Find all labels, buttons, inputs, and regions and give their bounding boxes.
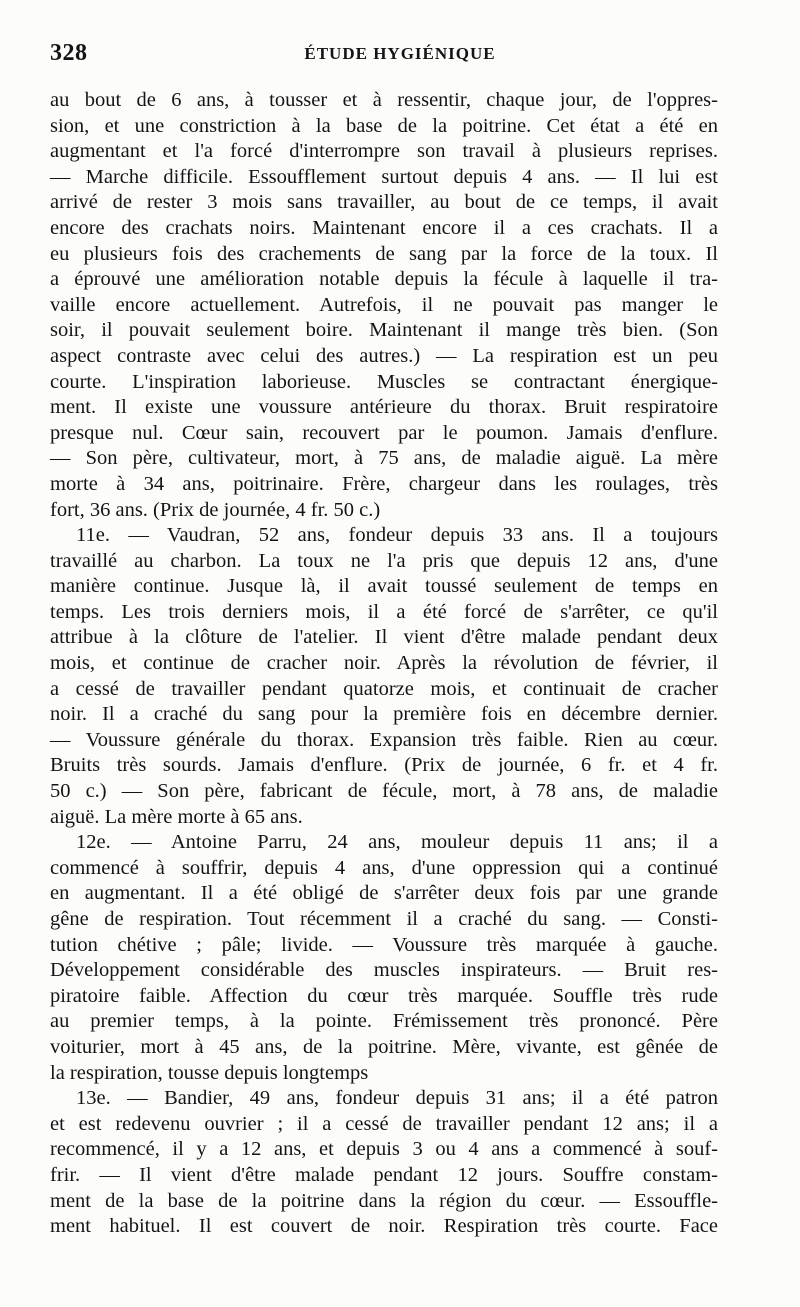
text-line: au premier temps, à la pointe. Frémissement très prononcé. Père xyxy=(50,1010,718,1033)
text-line: a éprouvé une amélioration notable depuis la fécule à laquelle il tra- xyxy=(50,268,718,291)
text-line: noir. Il a craché du sang pour la première fois en décembre dernier. xyxy=(50,703,718,726)
text-line: manière continue. Jusque là, il avait toussé seulement de temps en xyxy=(50,575,718,598)
text-line: a cessé de travailler pendant quatorze mois, et continuait de cracher xyxy=(50,677,718,700)
text-line: fort, 36 ans. (Prix de journée, 4 fr. 50 c.) xyxy=(50,498,381,521)
text-line: — Voussure générale du thorax. Expansion très faible. Rien au cœur. xyxy=(50,728,718,751)
body-text xyxy=(50,88,718,1240)
text-line: la respiration, tousse depuis longtemps xyxy=(50,1061,369,1084)
text-line: temps. Les trois derniers mois, il a été forcé de s'arrêter, ce qu'il xyxy=(50,600,718,623)
text-line: mois, et continue de cracher noir. Après la révolution de février, il xyxy=(50,652,718,675)
text-line: Développement considérable des muscles inspirateurs. — Bruit res- xyxy=(50,959,718,982)
text-line: en augmentant. Il a été obligé de s'arrêter deux fois par une grande xyxy=(50,882,718,905)
text-line: frir. — Il vient d'être malade pendant 12 jours. Souffre constam- xyxy=(50,1163,718,1186)
case-entry-line: 13e. — Bandier, 49 ans, fondeur depuis 31 ans; il a été patron xyxy=(76,1087,718,1110)
text-line: au bout de 6 ans, à tousser et à ressentir, chaque jour, de l'oppres- xyxy=(50,89,718,111)
case-entry-line: 12e. — Antoine Parru, 24 ans, mouleur depuis 11 ans; il a xyxy=(76,831,718,854)
text-line: tution chétive ; pâle; livide. — Voussure très marquée à gauche. xyxy=(50,933,718,956)
page-number: 328 xyxy=(50,40,88,66)
text-line: augmentant et l'a forcé d'interrompre son travail à plusieurs reprises. xyxy=(50,140,718,163)
text-line: arrivé de rester 3 mois sans travailler, au bout de ce temps, il avait xyxy=(50,191,718,214)
text-line: morte à 34 ans, poitrinaire. Frère, chargeur dans les roulages, très xyxy=(50,472,718,495)
text-line: piratoire faible. Affection du cœur très marquée. Souffle très rude xyxy=(50,984,718,1007)
page-header xyxy=(50,40,750,70)
text-line: ment. Il existe une voussure antérieure du thorax. Bruit respiratoire xyxy=(50,396,718,419)
text-line: voiturier, mort à 45 ans, de la poitrine. Mère, vivante, est gênée de xyxy=(50,1035,718,1058)
text-line: eu plusieurs fois des crachements de sang par la force de la toux. Il xyxy=(50,242,718,265)
text-line: vaille encore actuellement. Autrefois, il ne pouvait pas manger le xyxy=(50,293,718,316)
text-line: gêne de respiration. Tout récemment il a craché du sang. — Consti- xyxy=(50,908,718,930)
text-line: encore des crachats noirs. Maintenant encore il a ces crachats. Il a xyxy=(50,216,718,239)
text-line: courte. L'inspiration laborieuse. Muscles se contractant énergique- xyxy=(50,370,718,393)
text-line: attribue à la clôture de l'atelier. Il vient d'être malade pendant deux xyxy=(50,626,718,649)
text-line: sion, et une constriction à la base de la poitrine. Cet état a été en xyxy=(50,114,718,137)
text-line: — Son père, cultivateur, mort, à 75 ans, de maladie aiguë. La mère xyxy=(50,447,718,470)
text-line: — Marche difficile. Essoufflement surtout depuis 4 ans. — Il lui est xyxy=(50,165,718,188)
text-line: ment de la base de la poitrine dans la région du cœur. — Essouffle- xyxy=(50,1189,718,1212)
text-line: commencé à souffrir, depuis 4 ans, d'une oppression qui a continué xyxy=(50,856,718,879)
text-line: soir, il pouvait seulement boire. Maintenant il mange très bien. (Son xyxy=(50,319,718,342)
text-line: travaillé au charbon. La toux ne l'a pris que depuis 12 ans, d'une xyxy=(50,549,718,572)
text-line: 50 c.) — Son père, fabricant de fécule, mort, à 78 ans, de maladie xyxy=(50,780,718,803)
text-line: aspect contraste avec celui des autres.) — La respiration est un peu xyxy=(50,344,718,367)
text-line: et est redevenu ouvrier ; il a cessé de travailler pendant 12 ans; il a xyxy=(50,1112,718,1135)
case-entry-line: 11e. — Vaudran, 52 ans, fondeur depuis 33 ans. Il a toujours xyxy=(76,524,718,547)
running-head: ÉTUDE HYGIÉNIQUE xyxy=(304,44,496,63)
text-line: presque nul. Cœur sain, recouvert par le poumon. Jamais d'enflure. xyxy=(50,421,718,444)
text-line: Bruits très sourds. Jamais d'enflure. (Prix de journée, 6 fr. et 4 fr. xyxy=(50,754,718,777)
text-line: aiguë. La mère morte à 65 ans. xyxy=(50,805,303,828)
text-line: ment habituel. Il est couvert de noir. Respiration très courte. Face xyxy=(50,1215,718,1238)
text-line: recommencé, il y a 12 ans, et depuis 3 ou 4 ans a commencé à souf- xyxy=(50,1138,718,1161)
